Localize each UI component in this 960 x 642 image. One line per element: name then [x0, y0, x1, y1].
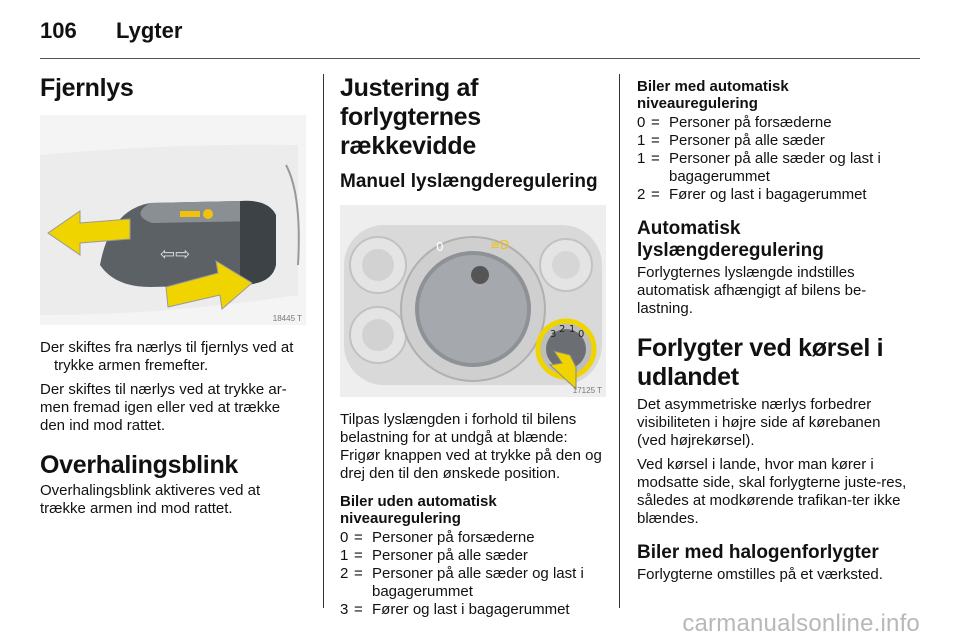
sun-icon: [471, 266, 489, 284]
column-divider: [323, 74, 324, 608]
section-title-high-beam: Fjernlys: [40, 74, 134, 102]
header-rule: [40, 58, 920, 59]
watermark[interactable]: carmanualsonline.info: [682, 610, 920, 637]
section-title-abroad: Forlygter ved kørsel i udlandet: [637, 334, 884, 391]
paragraph: Tilpas lyslængden i forhold til bilens belastning for at undgå at blænde: Frigør knappen ved at trykke på den og drej den til den ønskede position.: [340, 411, 602, 482]
page-number: 106: [40, 18, 77, 43]
figure-code: 17125 T: [572, 386, 602, 395]
legend-list: [340, 529, 606, 619]
subsection-title-auto: Automatisk lyslængderegulering: [637, 218, 824, 261]
figure-code: 18445 T: [272, 314, 302, 323]
legend-title: Biler med automatisk niveauregulering: [637, 78, 789, 112]
column-right: [637, 74, 907, 590]
paragraph: Der skiftes til nærlys ved at trykke ar-men fremad igen eller ved at trække den ind mod rattet.: [40, 381, 287, 434]
chapter-title: Lygter: [116, 18, 183, 43]
paragraph: Der skiftes fra nærlys til fjernlys ved at trykke armen fremefter.: [40, 339, 294, 374]
legend-row: 0 = Personer på forsæderne: [340, 529, 535, 546]
column-left: [40, 74, 306, 524]
legend-title: Biler uden automatisk niveauregulering: [340, 493, 497, 527]
stalk-illustration: [40, 115, 306, 325]
svg-text:0: 0: [436, 240, 444, 254]
legend-row: 3 = Fører og last i bagagerummet: [340, 601, 570, 618]
subsection-title-halogen: Biler med halogenforlygter: [637, 542, 879, 563]
figure-dial: [340, 205, 606, 397]
page-header: [40, 14, 920, 54]
dial-label: 2: [559, 324, 566, 335]
svg-text:⇦⇨: ⇦⇨: [160, 244, 191, 265]
svg-text:≡D: ≡D: [490, 238, 510, 252]
legend-row: 2 = Fører og last i bagagerummet: [637, 186, 867, 203]
paragraph: Ved kørsel i lande, hvor man kører i modsatte side, skal forlygterne juste-res, således at modkørende trafikan-ter ikke blændes.: [637, 456, 907, 527]
legend-list: [637, 114, 907, 204]
legend-row: 1 = Personer på alle sæder og last i bagagerummet: [637, 150, 881, 185]
dial-label: 0: [578, 329, 585, 340]
dial-label: 3: [550, 329, 557, 340]
legend-row: 2 = Personer på alle sæder og last i bagagerummet: [340, 565, 584, 600]
figure-stalk: [40, 115, 306, 325]
column-divider: [619, 74, 620, 608]
column-middle: [340, 74, 606, 619]
legend-row: 1 = Personer på alle sæder: [637, 132, 825, 149]
paragraph: Forlygterne omstilles på et værksted.: [637, 566, 883, 583]
legend-row: 1 = Personer på alle sæder: [340, 547, 528, 564]
light-switch-illustration: [340, 205, 606, 397]
paragraph: Det asymmetriske nærlys forbedrer visibiliteten i højre side af kørebanen (ved højrekørsel).: [637, 396, 881, 449]
subsection-title: Manuel lyslængderegulering: [340, 171, 598, 192]
paragraph: Overhalingsblink aktiveres ved at trække armen ind mod rattet.: [40, 482, 261, 517]
section-title-flash: Overhalingsblink: [40, 451, 239, 479]
legend-row: 0 = Personer på forsæderne: [637, 114, 832, 131]
dial-label: 1: [569, 324, 576, 335]
section-title-range: Justering af forlygternes rækkevidde: [340, 74, 481, 160]
paragraph: Forlygternes lyslængde indstilles automatisk afhængigt af bilens be-lastning.: [637, 264, 867, 317]
